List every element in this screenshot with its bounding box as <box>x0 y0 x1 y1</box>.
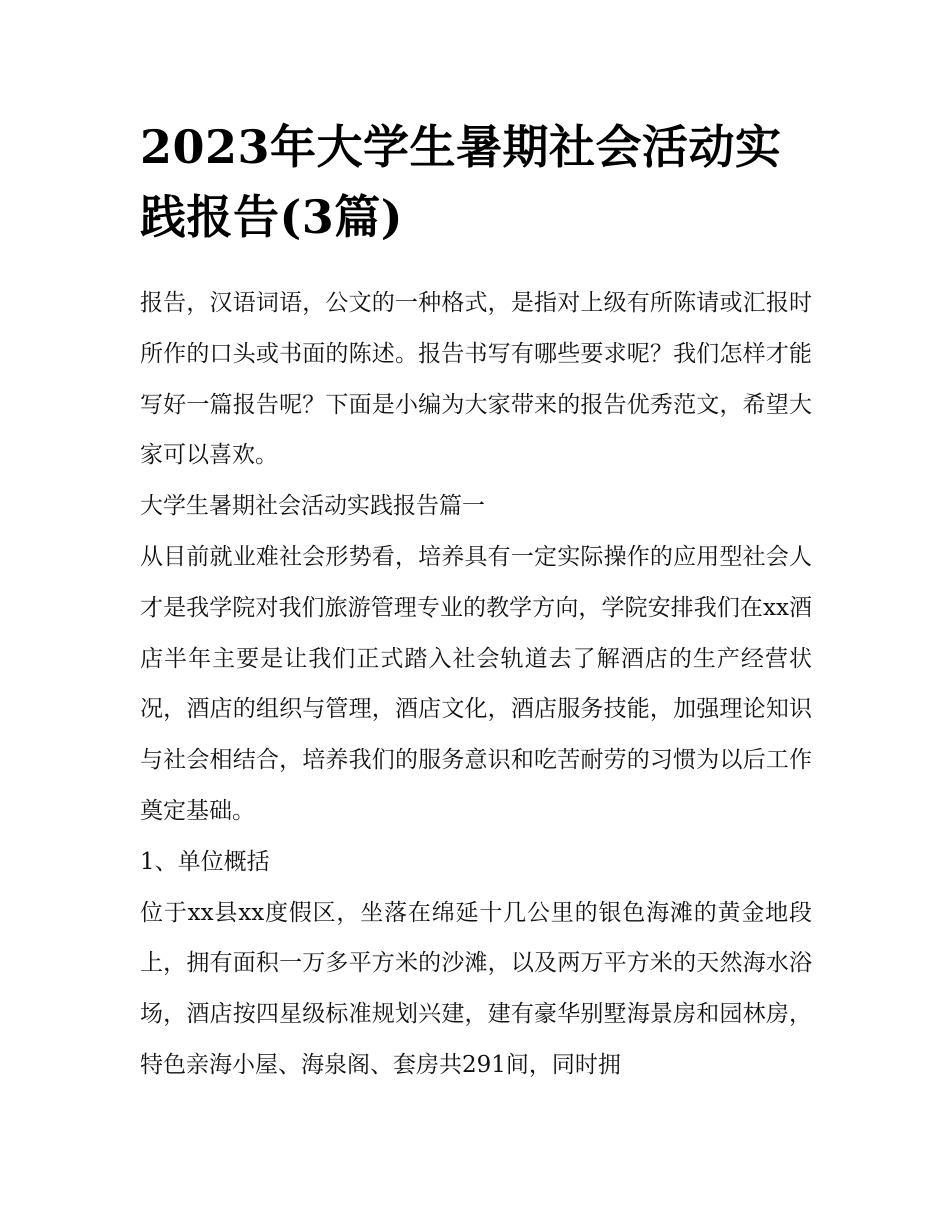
paragraph-background: 从目前就业难社会形势看，培养具有一定实际操作的应用型社会人才是我学院对我们旅游管理专业的教学方向，学院安排我们在xx酒店半年主要是让我们正式踏入社会轨道去了解酒店的生产经营状况，酒店的组织与管理，酒店文化，酒店服务技能，加强理论知识与社会相结合，培养我们的服务意识和吃苦耐劳的习惯为以后工作奠定基础。 <box>140 543 812 824</box>
paragraph-unit-overview: 位于xx县xx度假区，坐落在绵延十几公里的银色海滩的黄金地段上，拥有面积一万多平方米的沙滩，以及两万平方米的天然海水浴场，酒店按四星级标准规划兴建，建有豪华别墅海景房和园林房，特色亲海小屋、海泉阁、套房共291间，同时拥 <box>140 899 812 1078</box>
subsection-heading-unit-overview: 1、单位概括 <box>140 848 270 875</box>
document-body <box>140 278 812 1091</box>
section-heading-part-one: 大学生暑期社会活动实践报告篇一 <box>140 493 485 520</box>
document-title: 2023年大学生暑期社会活动实践报告(3篇) <box>140 120 782 244</box>
paragraph-intro: 报告，汉语词语，公文的一种格式，是指对上级有所陈请或汇报时所作的口头或书面的陈述。报告书写有哪些要求呢？我们怎样才能写好一篇报告呢？下面是小编为大家带来的报告优秀范文，希望大家可以喜欢。 <box>140 290 812 469</box>
